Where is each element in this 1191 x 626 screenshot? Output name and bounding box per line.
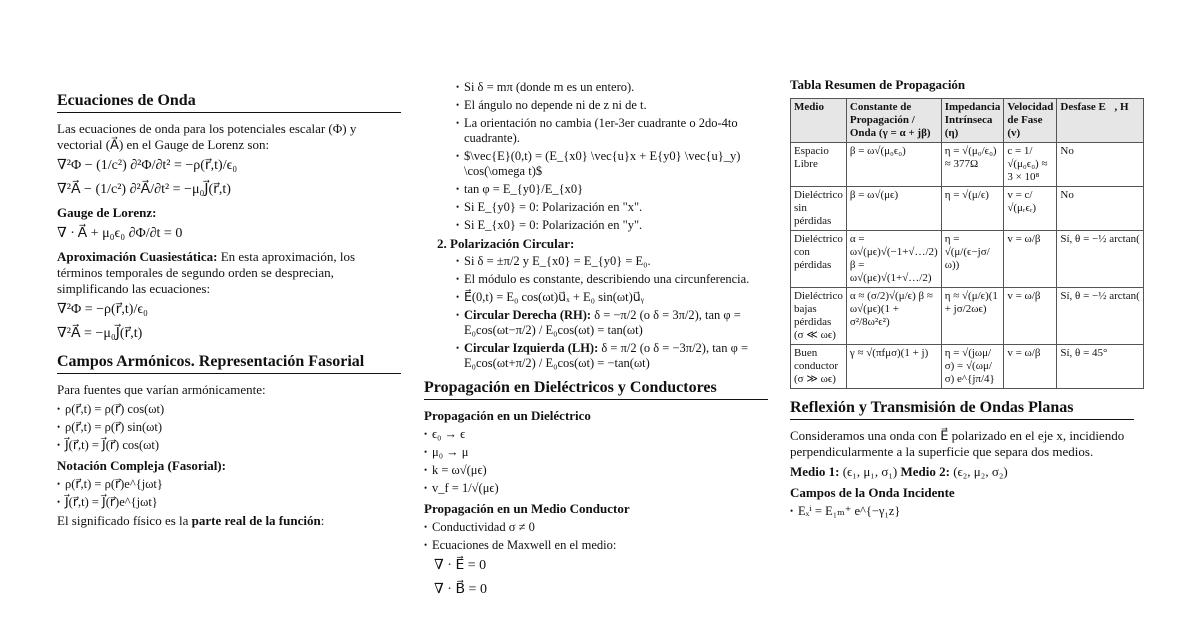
list-item: • El ángulo no depende ni de z ni de t. <box>456 98 768 113</box>
heading-notacion-compleja: Notación Compleja (Fasorial): <box>57 458 226 473</box>
list-item: • ρ(r⃗,t) = ρ(r⃗) sin(ωt) <box>57 420 401 435</box>
propagation-table <box>790 98 1144 389</box>
conductor-list <box>424 520 768 553</box>
list-item: • ϵ₀ → ϵ <box>424 427 768 442</box>
equation-quasi-a: ∇²A⃗ = −μ₀J⃗(r⃗,t) <box>57 326 143 341</box>
table-cell: α = ω√(μϵ)√(−1+√…/2) β = ω√(μϵ)√(1+√…/2) <box>846 231 941 288</box>
table-cell: β = ω√(μϵ) <box>846 187 941 231</box>
significado-text: El significado físico es la <box>57 513 192 528</box>
list-item: • Si δ = ±π/2 y E_{x0} = E_{y0} = E₀. <box>456 254 768 269</box>
equation-phi: ∇²Φ − (1/c²) ∂²Φ/∂t² = −ρ(r⃗,t)/ϵ₀ <box>57 158 238 173</box>
circular-list <box>456 254 768 371</box>
equation-div-e: ∇ · E⃗ = 0 <box>434 558 487 573</box>
column-right <box>790 77 1140 522</box>
list-item: • k = ω√(μϵ) <box>424 463 768 478</box>
table-row <box>791 143 1144 187</box>
column-middle <box>424 80 768 605</box>
heading-reflexion: Reflexión y Transmisión de Ondas Planas <box>790 399 1134 420</box>
table-cell: No <box>1057 187 1143 231</box>
medio2-label: Medio 2: <box>900 464 950 479</box>
heading-campos-armonicos: Campos Armónicos. Representación Fasorial <box>57 353 401 374</box>
polarizacion-list <box>424 236 768 252</box>
table-cell: Buen conductor (σ ≫ ωϵ) <box>791 345 847 389</box>
list-item: • El módulo es constante, describiendo una circunferencia. <box>456 272 768 287</box>
table-cell: Sí, θ = −½ arctan( <box>1057 288 1143 345</box>
fuentes-paragraph: Para fuentes que varían armónicamente: <box>57 382 266 397</box>
medio1-label: Medio 1: <box>790 464 840 479</box>
table-row <box>791 231 1144 288</box>
header-desfase: Desfase E⃗, H⃗ <box>1057 99 1143 143</box>
armonicos-list <box>57 402 401 453</box>
list-item: • v_f = 1/√(μϵ) <box>424 481 768 496</box>
aprox-label: Aproximación Cuasiestática: <box>57 249 218 264</box>
list-item: • tan φ = E_{y0}/E_{x0} <box>456 182 768 197</box>
list-item-lh <box>456 341 768 371</box>
table-cell: η = √(μ₀/ϵ₀) ≈ 377Ω <box>941 143 1004 187</box>
table-cell: γ ≈ √(πfμσ)(1 + j) <box>846 345 941 389</box>
heading-ecuaciones-onda: Ecuaciones de Onda <box>57 92 401 113</box>
equation-div-b: ∇ · B⃗ = 0 <box>434 582 487 597</box>
medios-line <box>790 464 1134 480</box>
heading-conductor: Propagación en un Medio Conductor <box>424 501 630 516</box>
table-cell: Sí, θ = −½ arctan( <box>1057 231 1143 288</box>
heading-dielectrico: Propagación en un Dieléctrico <box>424 408 591 423</box>
lineal-list <box>456 80 768 233</box>
list-item: • $\vec{E}(0,t) = (E_{x0} \vec{u}x + E{y0} \vec{u}_y) \cos(\omega t)$ <box>456 149 768 179</box>
table-cell: η = √(jωμ/σ) = √(ωμ/σ) e^{jπ/4} <box>941 345 1004 389</box>
list-item: • La orientación no cambia (1er-3er cuadrante o 2do-4to cuadrante). <box>456 116 768 146</box>
table-cell: η = √(μ/ϵ) <box>941 187 1004 231</box>
circular-title: 2. Polarización Circular: <box>450 236 768 252</box>
equation-gauge: ∇ · A⃗ + μ₀ϵ₀ ∂Φ/∂t = 0 <box>57 226 183 241</box>
table-title: Tabla Resumen de Propagación <box>790 77 966 92</box>
significado-bold: parte real de la función <box>191 513 321 528</box>
header-medio: Medio <box>791 99 847 143</box>
lh-label: Circular Izquierda (LH): <box>464 341 599 355</box>
equation-a: ∇²A⃗ − (1/c²) ∂²A⃗/∂t² = −μ₀J⃗(r⃗,t) <box>57 182 231 197</box>
table-cell: Sí, θ = 45° <box>1057 345 1143 389</box>
list-item-rh <box>456 308 768 338</box>
table-cell: Dieléctrico sin pérdidas <box>791 187 847 231</box>
list-item: • Si E_{y0} = 0: Polarización en "x". <box>456 200 768 215</box>
list-item: • Si δ = mπ (donde m es un entero). <box>456 80 768 95</box>
table-cell: v = c/√(μᵣϵᵣ) <box>1004 187 1057 231</box>
list-item: • J⃗(r⃗,t) = J⃗(r⃗) cos(ωt) <box>57 438 401 453</box>
table-cell: Dieléctrico bajas pérdidas (σ ≪ ωϵ) <box>791 288 847 345</box>
dielectrico-list <box>424 427 768 496</box>
rh-label: Circular Derecha (RH): <box>464 308 592 322</box>
table-row <box>791 288 1144 345</box>
heading-propagacion: Propagación en Dieléctricos y Conductores <box>424 379 768 400</box>
heading-gauge-lorenz: Gauge de Lorenz: <box>57 205 157 220</box>
medio2-text: (ϵ₂, μ₂, σ₂) <box>949 464 1008 479</box>
table-cell: α ≈ (σ/2)√(μ/ϵ) β ≈ ω√(μϵ)(1 + σ²/8ω²ϵ²) <box>846 288 941 345</box>
aprox-text: En esta aproximación, los términos temporales de segundo orden se desprecian, simplificando las ecuaciones: <box>57 249 356 296</box>
significado-end: : <box>320 513 325 528</box>
table-row <box>791 345 1144 389</box>
incidente-list <box>790 504 1134 519</box>
list-item: • Conductividad σ ≠ 0 <box>424 520 768 535</box>
aprox-paragraph <box>57 249 401 297</box>
list-item: • Ecuaciones de Maxwell en el medio: <box>424 538 768 553</box>
complejos-list <box>57 477 401 510</box>
table-cell: c = 1/√(μ₀ϵ₀) ≈ 3 × 10⁸ <box>1004 143 1057 187</box>
list-item: • E⃗(0,t) = E₀ cos(ωt)u⃗ₓ + E₀ sin(ωt)u⃗ᵧ <box>456 290 768 305</box>
intro-paragraph: Las ecuaciones de onda para los potenciales escalar (Φ) y vectorial (A⃗) en el Gauge de Lorenz son: <box>57 121 357 152</box>
list-item: • ρ(r⃗,t) = ρ(r⃗)e^{jωt} <box>57 477 401 492</box>
equation-quasi-phi: ∇²Φ = −ρ(r⃗,t)/ϵ₀ <box>57 302 148 317</box>
list-item: • Si E_{x0} = 0: Polarización en "y". <box>456 218 768 233</box>
table-cell: v = ω/β <box>1004 231 1057 288</box>
table-cell: Dieléctrico con pérdidas <box>791 231 847 288</box>
table-header-row <box>791 99 1144 143</box>
list-item: • ρ(r⃗,t) = ρ(r⃗) cos(ωt) <box>57 402 401 417</box>
table-cell: v = ω/β <box>1004 288 1057 345</box>
table-cell: No <box>1057 143 1143 187</box>
heading-incidente: Campos de la Onda Incidente <box>790 485 955 500</box>
header-velocidad: Velocidad de Fase (v) <box>1004 99 1057 143</box>
list-item: • J⃗(r⃗,t) = J⃗(r⃗)e^{jωt} <box>57 495 401 510</box>
reflexion-paragraph: Consideramos una onda con E⃗ polarizado en el eje x, incidiendo perpendicularmente a la superficie que separa dos medios. <box>790 428 1125 459</box>
table-cell: v = ω/β <box>1004 345 1057 389</box>
table-cell: Espacio Libre <box>791 143 847 187</box>
medio1-text: (ϵ₁, μ₁, σ₁) <box>839 464 901 479</box>
header-constante: Constante de Propagación / Onda (γ = α + jβ) <box>846 99 941 143</box>
header-impedancia: Impedancia Intrínseca (η) <box>941 99 1004 143</box>
table-row <box>791 187 1144 231</box>
lh-text: δ = π/2 (o δ = −3π/2), tan φ = E₀cos(ωt+π/2) / E₀cos(ωt) = −tan(ωt) <box>464 341 748 370</box>
list-item: • μ₀ → μ <box>424 445 768 460</box>
table-cell: β = ω√(μ₀ϵ₀) <box>846 143 941 187</box>
significado-paragraph <box>57 513 401 529</box>
column-left <box>57 92 401 533</box>
rh-text: δ = −π/2 (o δ = 3π/2), tan φ = E₀cos(ωt−π/2) / E₀cos(ωt) = tan(ωt) <box>464 308 741 337</box>
table-cell: η = √(μ/(ϵ−jσ/ω)) <box>941 231 1004 288</box>
table-cell: η ≈ √(μ/ϵ)(1 + jσ/2ωϵ) <box>941 288 1004 345</box>
list-item: • Eₓⁱ = E₁ₘ⁺ e^{−γ₁z} <box>790 504 1134 519</box>
